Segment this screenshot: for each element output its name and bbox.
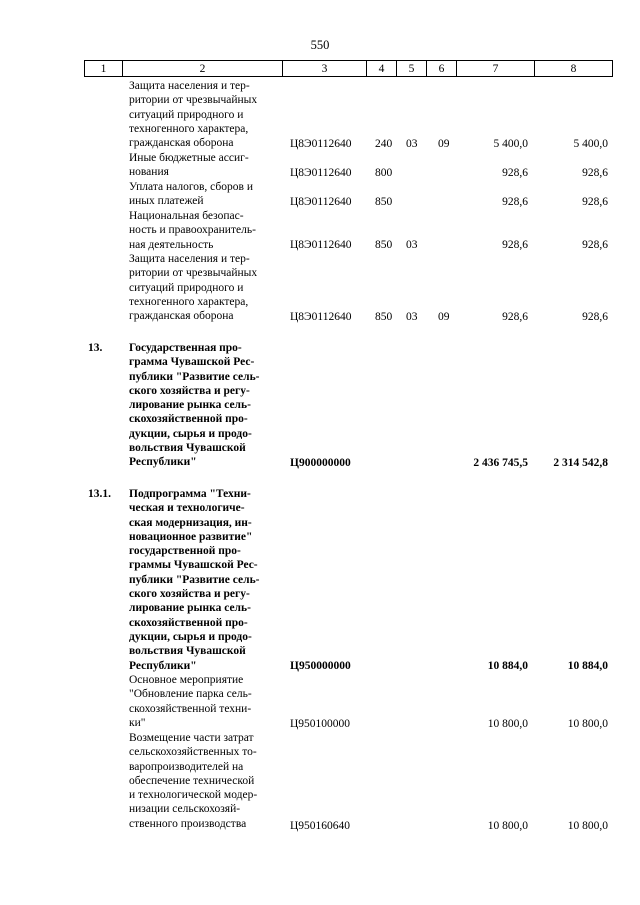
- row-col-5: 03: [406, 310, 418, 323]
- row-code: Ц8Э0112640: [290, 238, 352, 251]
- table-row: [0, 252, 640, 324]
- row-code: Ц8Э0112640: [290, 166, 352, 179]
- row-value-7: 10 884,0: [487, 659, 528, 672]
- row-code: Ц8Э0112640: [290, 310, 352, 323]
- row-value-8: 10 884,0: [567, 659, 608, 672]
- row-value-7: 928,6: [502, 195, 528, 208]
- row-value-8: 928,6: [582, 166, 608, 179]
- row-name: Уплата налогов, сборов и иных платежей: [129, 181, 253, 208]
- row-number: 13.: [88, 342, 103, 354]
- row-col-6: 09: [438, 310, 450, 323]
- row-col-5: 03: [406, 238, 418, 251]
- row-name: Подпрограмма "Техни- ческая и технологиче- ская модернизация, ин- новационное развитие" государственной про- граммы Чувашской Рес- публики "Развитие сель- ского хозяйства и регу- лирование рынка сель- скохозяйственной про- дукции, сырья и продо- вольствия Чувашской Республики": [129, 488, 260, 672]
- column-header-6: 6: [427, 61, 457, 77]
- row-name: Защита населения и тер- ритории от чрезвычайных ситуаций природного и техногенного характера, гражданская оборона: [129, 253, 258, 323]
- row-name: Иные бюджетные ассиг- нования: [129, 152, 249, 179]
- column-header-4: 4: [367, 61, 397, 77]
- row-name: Национальная безопас- ность и правоохранитель- ная деятельность: [129, 210, 256, 251]
- row-code: Ц950160640: [290, 819, 351, 832]
- row-col-4: 850: [375, 310, 393, 323]
- row-value-7: 10 800,0: [487, 717, 528, 730]
- row-code: Ц8Э0112640: [290, 137, 352, 150]
- row-value-8: 10 800,0: [567, 717, 608, 730]
- row-col-4: 240: [375, 137, 393, 150]
- table-row: [0, 151, 640, 180]
- table-row: [0, 673, 640, 731]
- table-row: [0, 731, 640, 833]
- column-header-1: 1: [85, 61, 123, 77]
- row-name: Защита населения и тер- ритории от чрезвычайных ситуаций природного и техногенного характера, гражданская оборона: [129, 80, 258, 150]
- page-number: 550: [310, 38, 330, 52]
- row-col-5: 03: [406, 137, 418, 150]
- row-name: Государственная про- грамма Чувашской Рес- публики "Развитие сель- ского хозяйства и регу- лирование рынка сель- скохозяйственной про- дукции, сырья и продо- вольствия Чувашской Республики": [129, 342, 260, 469]
- table-row: [0, 79, 640, 151]
- row-value-8: 10 800,0: [567, 819, 608, 832]
- column-header-7: 7: [457, 61, 535, 77]
- column-header-3: 3: [283, 61, 367, 77]
- column-header-8: 8: [535, 61, 613, 77]
- row-value-7: 928,6: [502, 238, 528, 251]
- table-row: [0, 341, 640, 470]
- table-row: [0, 209, 640, 252]
- column-header-row: [84, 60, 613, 77]
- row-value-7: 2 436 745,5: [473, 456, 528, 469]
- row-name: Основное мероприятие "Обновление парка сель- скохозяйственной техни- ки": [129, 674, 252, 729]
- row-value-8: 2 314 542,8: [553, 456, 608, 469]
- row-code: Ц900000000: [290, 456, 351, 469]
- row-name: Возмещение части затрат сельскохозяйственных то- варопроизводителей на обеспечение технической и технологической модер- низации сельскохозяй- ственного производства: [129, 732, 258, 830]
- row-code: Ц950000000: [290, 659, 351, 672]
- row-value-8: 928,6: [582, 310, 608, 323]
- row-code: Ц950100000: [290, 717, 351, 730]
- row-value-8: 928,6: [582, 238, 608, 251]
- row-col-4: 800: [375, 166, 393, 179]
- column-header-2: 2: [123, 61, 283, 77]
- row-value-8: 928,6: [582, 195, 608, 208]
- column-header-5: 5: [397, 61, 427, 77]
- row-col-6: 09: [438, 137, 450, 150]
- row-value-7: 928,6: [502, 166, 528, 179]
- row-value-8: 5 400,0: [573, 137, 608, 150]
- row-value-7: 10 800,0: [487, 819, 528, 832]
- row-col-4: 850: [375, 195, 393, 208]
- row-col-4: 850: [375, 238, 393, 251]
- table-row: [0, 487, 640, 673]
- table-row: [0, 180, 640, 209]
- row-value-7: 5 400,0: [493, 137, 528, 150]
- row-number: 13.1.: [88, 488, 111, 500]
- row-value-7: 928,6: [502, 310, 528, 323]
- row-code: Ц8Э0112640: [290, 195, 352, 208]
